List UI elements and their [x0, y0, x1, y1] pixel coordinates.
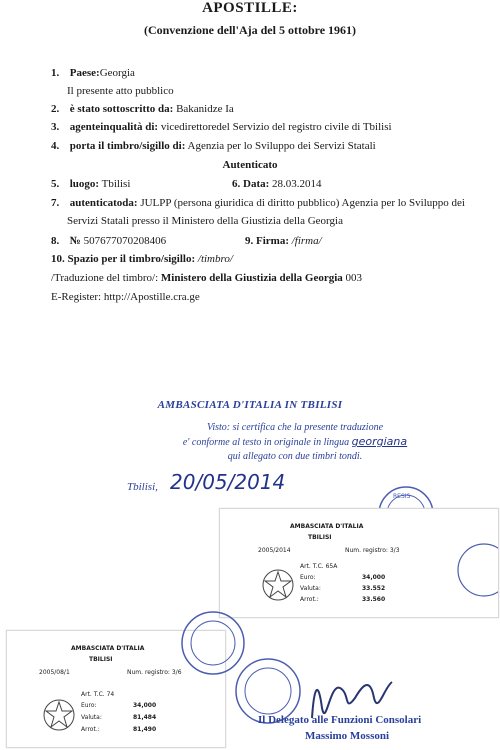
card-row-value: 33.552 — [362, 585, 386, 592]
item-number: 5. — [51, 178, 60, 190]
item-label: /Traduzione del timbro/: — [51, 272, 159, 284]
item-number: 9. — [245, 235, 254, 247]
item-label: Data: — [243, 178, 270, 190]
card-row-value: 34,000 — [362, 574, 386, 581]
handwritten-date: 20/05/2014 — [170, 470, 286, 494]
item-number: 8. — [51, 235, 60, 247]
item-atto: Il presente atto pubblico — [67, 85, 174, 97]
item-label: Paese: — [69, 67, 100, 79]
item-label: agenteinqualità di: — [69, 121, 159, 133]
republic-emblem-icon — [41, 697, 77, 733]
item-traduzione — [51, 272, 362, 284]
item-number: 4. — [51, 140, 60, 152]
item-value: /firma/ — [291, 235, 322, 247]
card-row: Valuta: — [300, 585, 321, 592]
item-code: 003 — [345, 272, 363, 284]
item-number: 2. — [51, 103, 60, 115]
item-label: autenticatoda: — [69, 197, 138, 209]
certification-line: Visto: si certifica che la presente traduzione — [206, 422, 384, 433]
item-numero — [51, 235, 166, 247]
item-label: luogo: — [69, 178, 100, 190]
card-registro: Num. registro: 3/3 — [345, 547, 400, 554]
card-city: TBILISI — [89, 656, 113, 663]
certification-line: qui allegato con due timbri tondi. — [227, 451, 363, 462]
item-number: 3. — [51, 121, 60, 133]
card-year: 2005/08/1 — [39, 669, 70, 676]
delegato-title: Il Delegato alle Funzioni Consolari — [258, 714, 422, 726]
card-art: Art. T.C. 74 — [81, 691, 115, 698]
handwritten-language: georgiana — [351, 435, 408, 448]
item-number: 10. — [51, 253, 65, 265]
item-paese — [51, 67, 135, 79]
item-qualita — [51, 121, 392, 133]
item-value: 507677070208406 — [83, 235, 167, 247]
item-timbro — [51, 140, 376, 152]
card-row: Euro: — [81, 702, 97, 709]
item-label: № — [69, 235, 81, 247]
card-city: TBILISI — [308, 534, 332, 541]
item-value: /timbro/ — [197, 253, 233, 265]
card-title: AMBASCIATA D'ITALIA — [71, 645, 145, 652]
item-value: Bakanidze Ia — [176, 103, 234, 115]
item-label: porta il timbro/sigillo di: — [69, 140, 186, 152]
card-row-value: 81,490 — [133, 726, 157, 733]
item-autenticatoda — [51, 197, 465, 209]
item-firma — [245, 235, 322, 247]
item-number: 1. — [51, 67, 60, 79]
item-luogo — [51, 178, 130, 190]
stamp-place: Tbilisi, — [127, 481, 158, 493]
item-label: è stato sottoscritto da: — [69, 103, 174, 115]
document-subtitle: (Convenzione dell'Aja del 5 ottobre 1961) — [143, 23, 357, 37]
item-eregister — [51, 291, 200, 303]
item-number: 6. — [232, 178, 241, 190]
card-title: AMBASCIATA D'ITALIA — [290, 523, 364, 530]
delegato-name: Massimo Mossoni — [305, 730, 390, 742]
item-value: vicedirettoredel Servizio del registro civile di Tbilisi — [160, 121, 392, 133]
document-title: APOSTILLE: — [202, 0, 298, 16]
item-value: 28.03.2014 — [272, 178, 322, 190]
item-label: Firma: — [256, 235, 289, 247]
embassy-stamp-title: AMBASCIATA D'ITALIA IN TBILISI — [157, 399, 343, 411]
item-value: JULPP (persona giuridica di diritto pubblico) Agenzia per lo Sviluppo dei — [140, 197, 465, 209]
certification-text — [160, 421, 430, 464]
item-label: E-Register: — [51, 291, 102, 303]
item-value: Georgia — [99, 67, 135, 79]
item-data — [232, 178, 322, 190]
card-row-value: 81,484 — [133, 714, 157, 721]
item-label: Spazio per il timbro/sigillo: — [67, 253, 196, 265]
republic-emblem-icon — [260, 567, 296, 603]
card-row: Arrot.: — [81, 726, 100, 733]
card-row-value: 34,000 — [133, 702, 157, 709]
svg-text:RESIS: RESIS — [393, 493, 411, 500]
item-number: 7. — [51, 197, 60, 209]
certification-line: e' conforme al testo in originale in lingua georgiana — [182, 435, 408, 448]
item-value: Tbilisi — [101, 178, 131, 190]
round-seal-icon — [448, 540, 498, 600]
card-registro: Num. registro: 3/6 — [127, 669, 182, 676]
card-row-value: 33.560 — [362, 596, 386, 603]
card-row: Valuta: — [81, 714, 102, 721]
card-row: Euro: — [300, 574, 316, 581]
card-art: Art. T.C. 65A — [300, 563, 338, 570]
item-autenticatoda-cont: Servizi Statali presso il Ministero della Giustizia della Georgia — [67, 215, 343, 227]
item-value: Agenzia per lo Sviluppo dei Servizi Statali — [187, 140, 376, 152]
item-value: Ministero della Giustizia della Georgia — [160, 272, 343, 284]
eregister-link[interactable]: http://Apostille.cra.ge — [103, 291, 200, 303]
item-sottoscritto — [51, 103, 234, 115]
autenticato-heading: Autenticato — [222, 159, 278, 171]
card-year: 2005/2014 — [258, 547, 291, 554]
item-spazio — [51, 253, 233, 265]
card-row: Arrot.: — [300, 596, 319, 603]
